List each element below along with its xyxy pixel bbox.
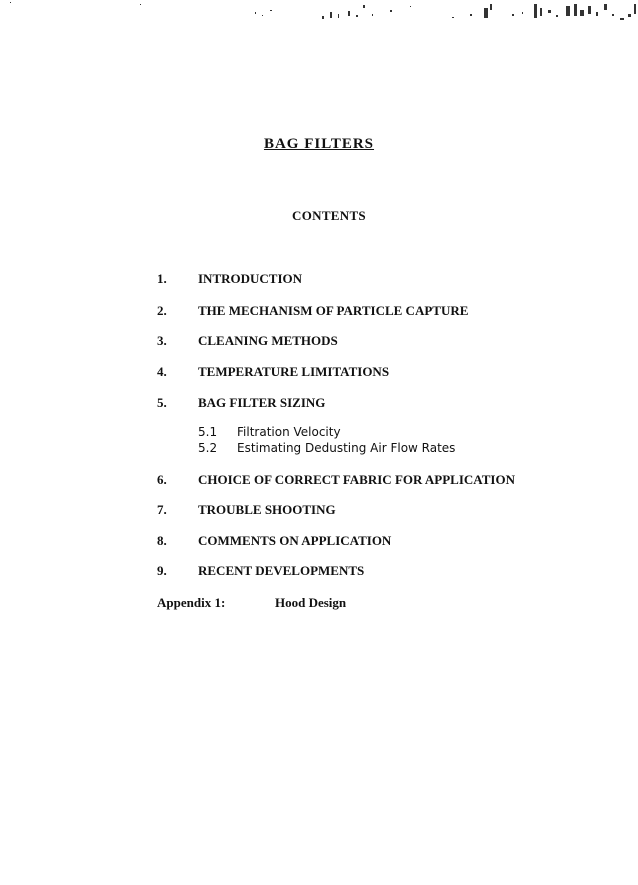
toc-item-number: 7. — [157, 502, 167, 517]
toc-item-number: 3. — [157, 333, 167, 348]
toc-subitem-title: Estimating Dedusting Air Flow Rates — [237, 441, 456, 455]
appendix-label: Appendix 1: — [157, 595, 226, 610]
contents-heading: CONTENTS — [292, 208, 366, 223]
toc-item-number: 5. — [157, 395, 167, 410]
toc-item-title: COMMENTS ON APPLICATION — [198, 533, 392, 548]
document-title: BAG FILTERS — [263, 136, 375, 152]
toc-item-title: TROUBLE SHOOTING — [198, 502, 336, 517]
toc-item-title: BAG FILTER SIZING — [198, 395, 326, 410]
toc-item-number: 2. — [157, 303, 167, 318]
toc-subitem-number: 5.2 — [198, 441, 218, 455]
toc-item-title: INTRODUCTION — [198, 271, 303, 286]
toc-subitem-title: Filtration Velocity — [237, 425, 341, 439]
toc-item-title: CLEANING METHODS — [198, 333, 338, 348]
toc-item-number: 6. — [157, 472, 167, 487]
toc-item-title: CHOICE OF CORRECT FABRIC FOR APPLICATION — [198, 472, 515, 487]
toc-item-title: THE MECHANISM OF PARTICLE CAPTURE — [198, 303, 469, 318]
toc-subitem-number: 5.1 — [198, 425, 218, 439]
toc-item-number: 8. — [157, 533, 167, 548]
appendix-title: Hood Design — [275, 595, 347, 610]
toc-item-number: 4. — [157, 364, 167, 379]
toc-item-number: 1. — [157, 271, 167, 286]
toc-item-title: RECENT DEVELOPMENTS — [198, 563, 365, 578]
toc-item-number: 9. — [157, 563, 167, 578]
toc-item-title: TEMPERATURE LIMITATIONS — [198, 364, 390, 379]
